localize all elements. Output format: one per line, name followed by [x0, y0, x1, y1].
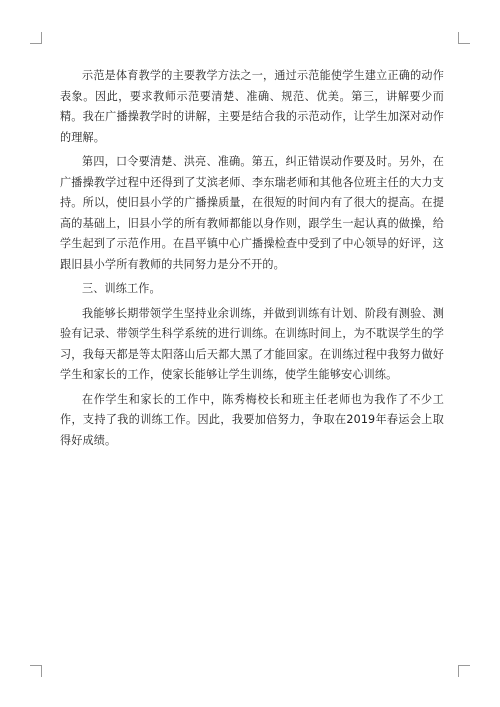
crop-mark-bottom-right	[458, 665, 470, 677]
paragraph-demonstration: 示范是体育教学的主要教学方法之一，通过示范能使学生建立正确的动作表象。因此，要求教师示范要清楚、准确、规范、优美。第三，讲解要少而精。我在广播操教学时的讲解，主要是结合我的示范动作，让学生加深对动作的理解。	[60, 69, 444, 144]
paragraph-commands: 第四，口令要清楚、洪亮、准确。第五，纠正错误动作要及时。另外，在广播操教学过程中还得到了艾滨老师、李东瑞老师和其他各位班主任的大力支持。所以，使旧县小学的广播操质量，在很短的时间内有了很大的提高。在提高的基础上，旧县小学的所有教师都能以身作则，跟学生一起认真的做操，给学生起到了示范作用。在昌平镇中心广播操检查中受到了中心领导的好评，这跟旧县小学所有教师的共同努力是分不开的。	[60, 155, 444, 271]
document-body	[60, 66, 444, 455]
paragraph-support: 在作学生和家长的工作中，陈秀梅校长和班主任老师也为我作了不少工作，支持了我的训练工作。因此，我要加倍努力，争取在2019年春运会上取得好成绩。	[60, 392, 444, 447]
section-heading-training: 三、训练工作。	[82, 282, 161, 295]
paragraph-training: 我能够长期带领学生坚持业余训练，并做到训练有计划、阶段有测验、测验有记录、带领学生科学系统的进行训练。在训练时间上，为不耽误学生的学习，我每天都是等太阳落山后天都大黑了才能回家。在训练过程中我努力做好学生和家长的工作，使家长能够让学生训练，使学生能够安心训练。	[60, 306, 444, 381]
crop-mark-top-right	[458, 32, 470, 44]
crop-mark-top-left	[30, 32, 42, 44]
crop-mark-bottom-left	[30, 665, 42, 677]
